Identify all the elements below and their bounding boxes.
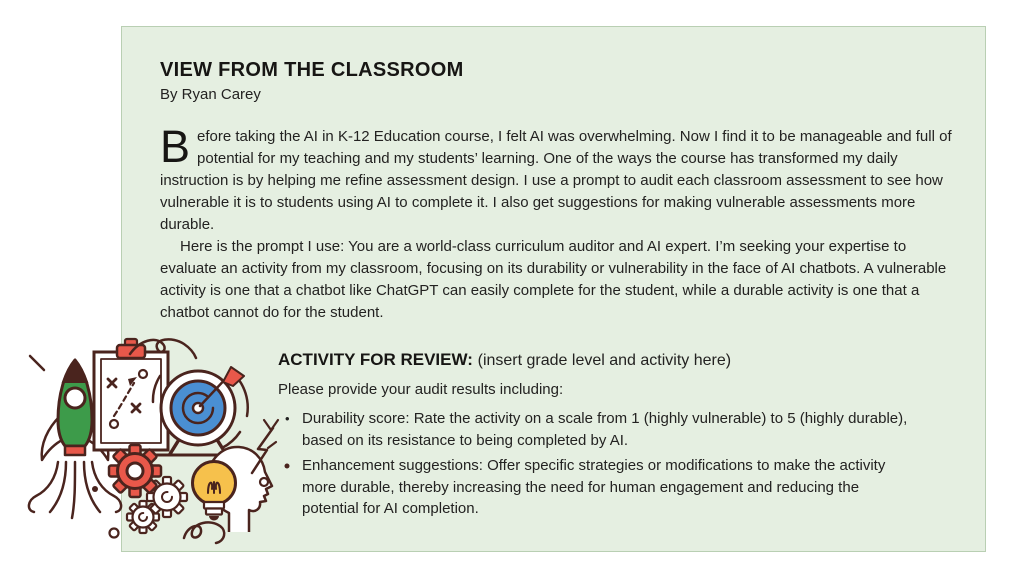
dot-accent — [92, 486, 98, 492]
activity-heading — [278, 350, 940, 370]
drop-cap: B — [160, 121, 191, 172]
list-item-enhancement-suggestions: • Enhancement suggestions: Offer specific strategies or modifications to make the activity more durable, thereby increasing the need for human engagement and reducing the potential for AI completion. — [278, 455, 908, 520]
activity-heading-note: (insert grade level and activity here) — [477, 352, 732, 369]
paragraph-intro — [160, 121, 952, 236]
audit-results-list — [278, 408, 940, 520]
squiggle-doodle-bottom — [184, 522, 224, 543]
dot-accent — [285, 464, 290, 469]
creativity-illustration — [24, 336, 298, 556]
paragraph-prompt: Here is the prompt I use: You are a world-class curriculum auditor and AI expert. I’m seeking your expertise to evaluate an activity from my classroom, focusing on its durability or vulnerability in the face of AI chatbots. A vulnerable activity is one that a chatbot like ChatGPT can easily complete for the student, while a durable activity is one that a chatbot cannot do for the student. — [160, 238, 947, 321]
paragraph-intro-text: efore taking the AI in K-12 Education course, I felt AI was overwhelming. Now I find it to be manageable and full of potential for my teaching and my students’ learning. One of the ways the course has transformed my daily instruction is by helping me refine assessment design. I use a prompt to audit each classroom assessment to see how vulnerable it is to students using AI to complete it. I also get suggestions for making vulnerable assessments more durable. — [160, 128, 952, 233]
byline: By Ryan Carey — [160, 86, 261, 103]
clipboard-icon — [94, 339, 168, 450]
list-item-durability-score: • Durability score: Rate the activity on a scale from 1 (highly vulnerable) to 5 (highly durable), based on its resistance to being completed by AI. — [278, 408, 908, 451]
panel-title: VIEW FROM THE CLASSROOM — [160, 59, 464, 81]
activity-heading-bold: ACTIVITY FOR REVIEW: — [278, 350, 473, 369]
dot-accent — [110, 529, 119, 538]
article-body — [160, 121, 952, 324]
activity-intro: Please provide your audit results including: — [278, 381, 564, 398]
activity-section — [278, 350, 940, 524]
